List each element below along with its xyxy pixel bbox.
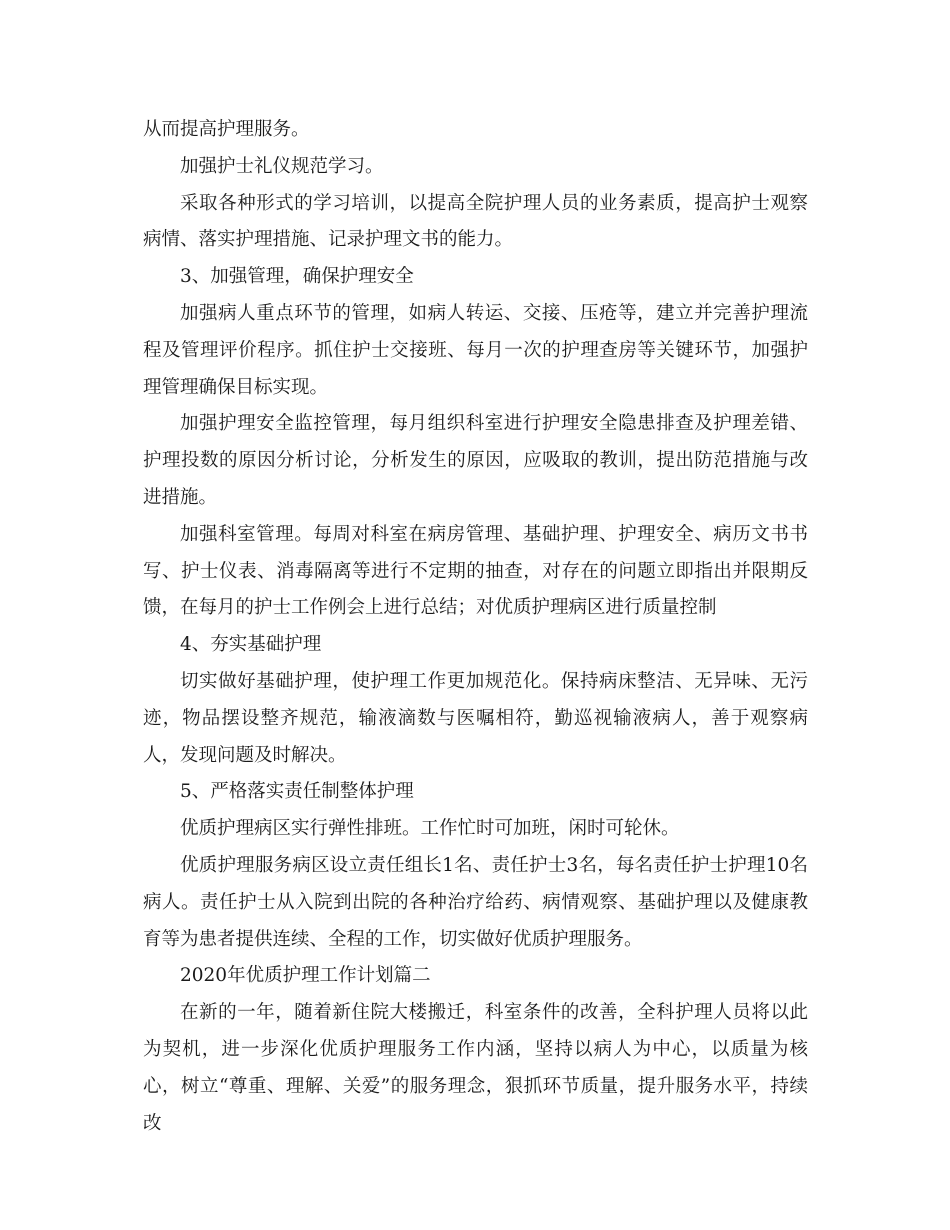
paragraph: 切实做好基础护理，使护理工作更加规范化。保持病床整洁、无异味、无污迹，物品摆设整齐规范，输液滴数与医嘱相符，勤巡视输液病人，善于观察病人，发现问题及时解决。: [143, 670, 808, 766]
paragraph-continuation: 从而提高护理服务。: [143, 119, 310, 140]
paragraph: 加强病人重点环节的管理，如病人转运、交接、压疮等，建立并完善护理流程及管理评价程序。抓住护士交接班、每月一次的护理查房等关键环节，加强护理管理确保目标实现。: [143, 302, 808, 398]
paragraph: 采取各种形式的学习培训，以提高全院护理人员的业务素质，提高护士观察病情、落实护理措施、记录护理文书的能力。: [143, 192, 808, 251]
document-body: [143, 112, 808, 1142]
paragraph: 加强科室管理。每周对科室在病房管理、基础护理、护理安全、病历文书书写、护士仪表、消毒隔离等进行不定期的抽查，对存在的问题立即指出并限期反馈，在每月的护士工作例会上进行总结；对优质护理病区进行质量控制: [143, 523, 808, 619]
paragraph: 优质护理服务病区设立责任组长1名、责任护士3名，每名责任护士护理10名病人。责任护士从入院到出院的各种治疗给药、病情观察、基础护理以及健康教育等为患者提供连续、全程的工作，切实做好优质护理服务。: [143, 854, 808, 950]
section-heading: 4、夯实基础护理: [180, 634, 322, 656]
paragraph: 优质护理病区实行弹性排班。工作忙时可加班，闲时可轮休。: [180, 818, 680, 840]
paragraph: 加强护士礼仪规范学习。: [180, 155, 384, 177]
article-title: 2020年优质护理工作计划篇二: [180, 965, 431, 987]
section-heading: 5、严格落实责任制整体护理: [180, 781, 414, 803]
paragraph: 在新的一年，随着新住院大楼搬迁，科室条件的改善，全科护理人员将以此为契机，进一步深化优质护理服务工作内涵，坚持以病人为中心，以质量为核心，树立“尊重、理解、关爱”的服务理念，狠抓环节质量，提升服务水平，持续改: [143, 1002, 808, 1134]
paragraph: 加强护理安全监控管理，每月组织科室进行护理安全隐患排查及护理差错、护理投数的原因分析讨论，分析发生的原因，应吸取的教训，提出防范措施与改进措施。: [143, 413, 808, 508]
section-heading: 3、加强管理，确保护理安全: [180, 266, 414, 288]
